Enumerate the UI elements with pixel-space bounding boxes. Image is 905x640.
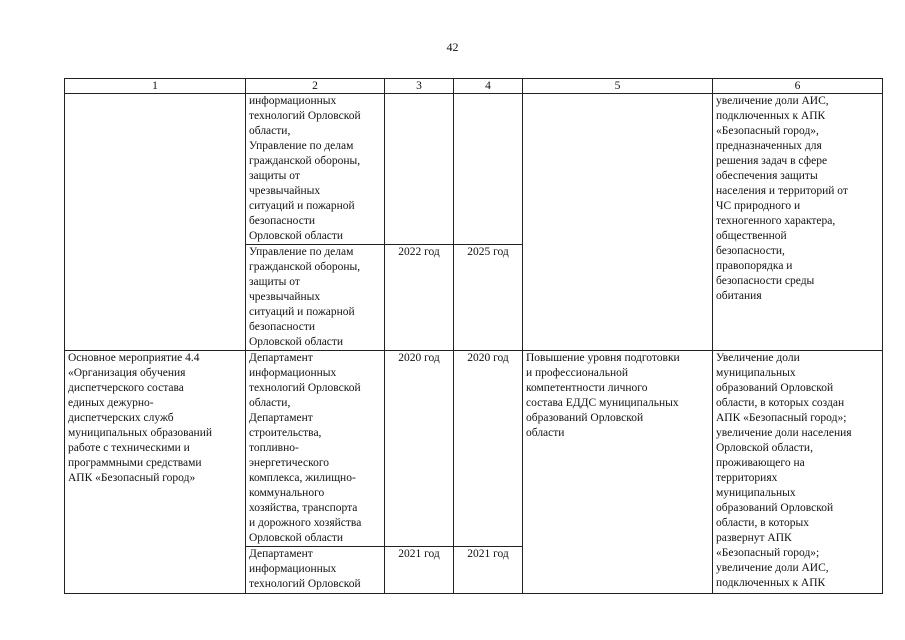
table-row [65,351,883,547]
indicator-cell: увеличение доли АИС, подключенных к АПК «Безопасный город», предназначенных для решения задач в сфере обеспечения защиты населения и территорий от ЧС природного и техногенного характера, общественной безопасности, правопорядка и безопасности среды обитания [713,94,883,351]
result-cell: Повышение уровня подготовки и профессиональной компетентности личного состава ЕДДС муниципальных образований Орловской области [523,351,713,594]
executor-cell: Департамент информационных технологий Орловской [246,547,385,594]
table-row [65,94,883,245]
start-year-cell: 2021 год [385,547,454,594]
executor-cell: информационных технологий Орловской области, Управление по делам гражданской обороны, защиты от чрезвычайных ситуаций и пожарной безопасности Орловской области [246,94,385,245]
header-cell-1: 1 [65,79,246,94]
activity-cell-empty [65,94,246,351]
header-cell-6: 6 [713,79,883,94]
end-year-cell-empty [454,94,523,245]
start-year-cell: 2020 год [385,351,454,547]
header-row [65,79,883,94]
activity-cell: Основное мероприятие 4.4 «Организация обучения диспетчерского состава единых дежурно- диспетчерских служб муниципальных образований работе с техническими и программными средствами АПК «Безопасный город» [65,351,246,594]
start-year-cell-empty [385,94,454,245]
executor-cell: Департамент информационных технологий Орловской области, Департамент строительства, топливно- энергетического комплекса, жилищно- коммунального хозяйства, транспорта и дорожного хозяйства Орловской области [246,351,385,547]
header-cell-5: 5 [523,79,713,94]
result-cell-empty [523,94,713,351]
start-year-cell: 2022 год [385,245,454,351]
header-cell-3: 3 [385,79,454,94]
executor-cell: Управление по делам гражданской обороны, защиты от чрезвычайных ситуаций и пожарной безопасности Орловской области [246,245,385,351]
page-number: 42 [446,40,459,54]
header-cell-4: 4 [454,79,523,94]
indicator-cell: Увеличение доли муниципальных образований Орловской области, в которых создан АПК «Безопасный город»; увеличение доли населения Орловской области, проживающего на территориях муниципальных образований Орловской области, в которых развернут АПК «Безопасный город»; увеличение доли АИС, подключенных к АПК [713,351,883,594]
program-table [64,78,883,594]
header-cell-2: 2 [246,79,385,94]
end-year-cell: 2025 год [454,245,523,351]
end-year-cell: 2021 год [454,547,523,594]
end-year-cell: 2020 год [454,351,523,547]
